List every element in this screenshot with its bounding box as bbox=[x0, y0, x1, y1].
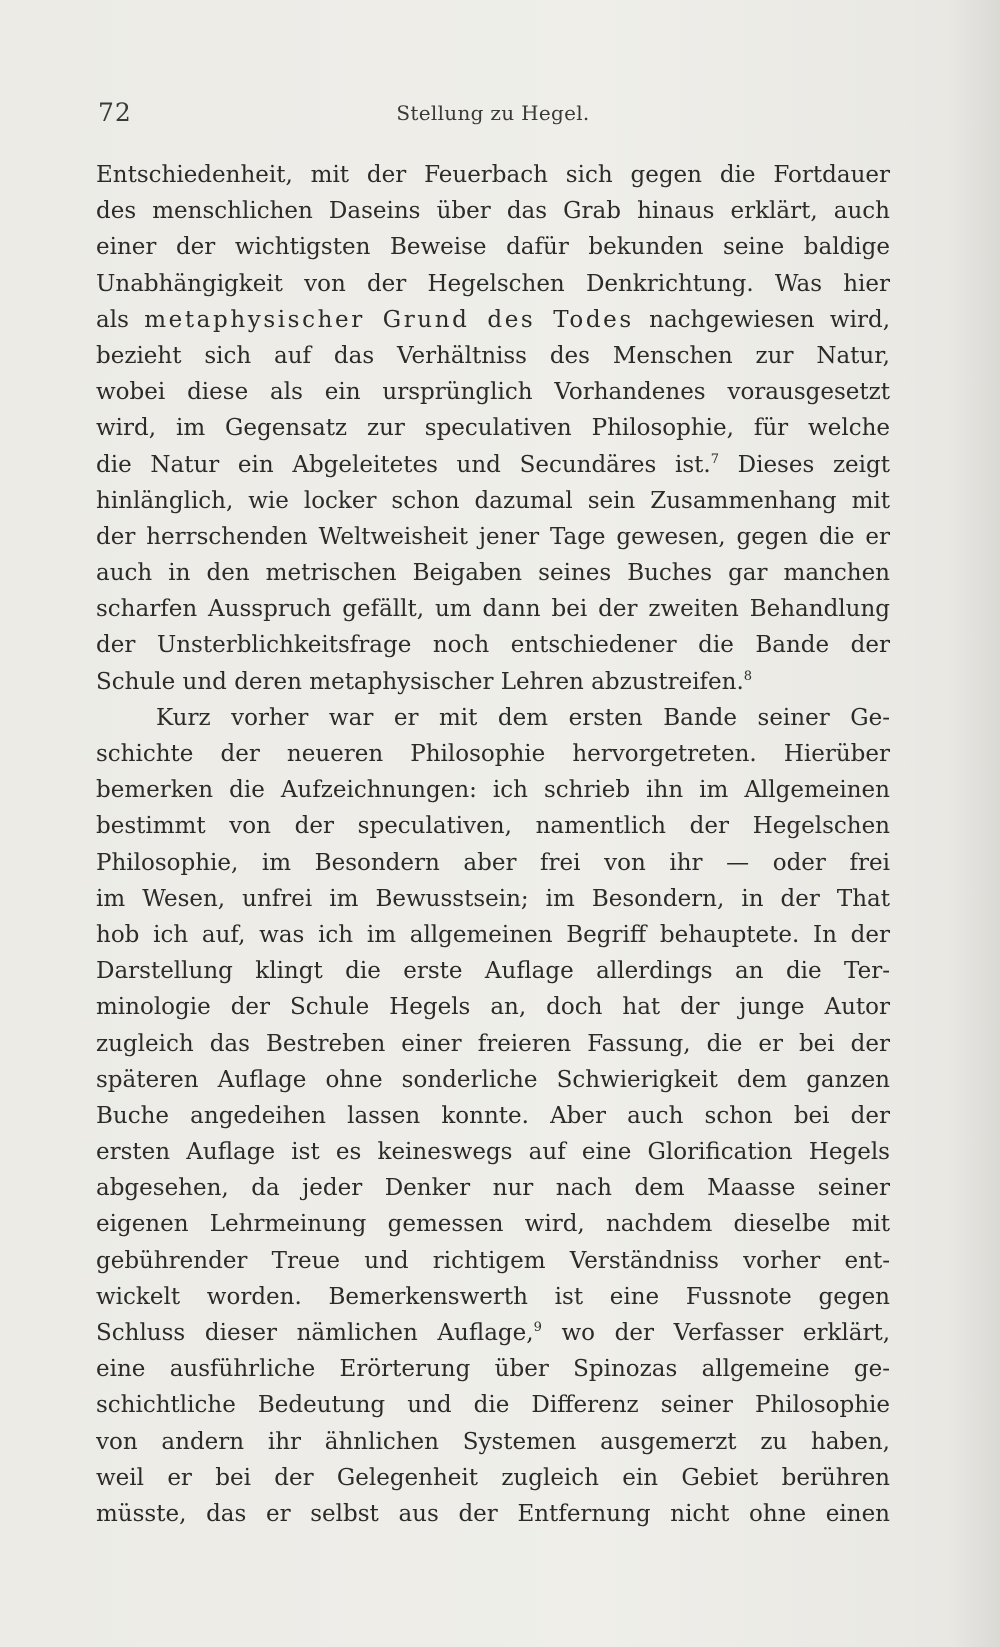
text-line: weil er bei der Gelegenheit zugleich ein Gebiet berühren bbox=[96, 1464, 890, 1491]
text-line: hob ich auf, was ich im allgemeinen Begriff behauptete. In der bbox=[96, 921, 890, 948]
text-line: ersten Auflage ist es keineswegs auf eine Glorification Hegels bbox=[96, 1139, 890, 1166]
running-head: Stellung zu Hegel. bbox=[396, 101, 590, 125]
text-line: wobei diese als ein ursprünglich Vorhandenes vorausgesetzt bbox=[96, 379, 890, 406]
page-header bbox=[98, 98, 888, 134]
text-line: der herrschenden Weltweisheit jener Tage gewesen, gegen die er bbox=[96, 523, 890, 550]
text-line: Philosophie, im Besondern aber frei von ihr — oder frei bbox=[96, 849, 890, 876]
text-line: Darstellung klingt die erste Auflage allerdings an die Ter- bbox=[96, 958, 890, 985]
body-text bbox=[96, 157, 890, 1532]
line-text: Schluss dieser nämlichen Auflage, bbox=[96, 1320, 534, 1346]
text-line bbox=[96, 447, 890, 483]
text-line: einer der wichtigsten Beweise dafür bekunden seine baldige bbox=[96, 234, 890, 261]
text-line bbox=[96, 302, 890, 338]
text-line: auch in den metrischen Beigaben seines Buches gar manchen bbox=[96, 560, 890, 587]
text-line: bemerken die Aufzeichnungen: ich schrieb ihn im Allgemeinen bbox=[96, 777, 890, 804]
text-line: wird, im Gegensatz zur speculativen Philosophie, für welche bbox=[96, 415, 890, 442]
emphasized-text: metaphysischer Grund des Todes bbox=[144, 306, 634, 333]
text-line bbox=[96, 1315, 890, 1351]
text-line: hinlänglich, wie locker schon dazumal sein Zusammenhang mit bbox=[96, 487, 890, 514]
line-text: wo der Verfasser erklärt, bbox=[541, 1320, 890, 1346]
text-line: abgesehen, da jeder Denker nur nach dem Maasse seiner bbox=[96, 1175, 890, 1202]
line-text: nachgewiesen wird, bbox=[633, 306, 890, 333]
line-text: Dieses zeigt bbox=[718, 451, 890, 478]
text-line: schichte der neueren Philosophie hervorgetreten. Hierüber bbox=[96, 741, 890, 767]
text-line: eine ausführliche Erörterung über Spinozas allgemeine ge- bbox=[96, 1356, 890, 1383]
text-line: minologie der Schule Hegels an, doch hat der junge Autor bbox=[96, 994, 890, 1021]
text-line: bestimmt von der speculativen, namentlich der Hegelschen bbox=[96, 813, 890, 840]
text-line: von andern ihr ähnlichen Systemen ausgemerzt zu haben, bbox=[96, 1428, 890, 1455]
text-line: Kurz vorher war er mit dem ersten Bande seiner Ge- bbox=[156, 704, 890, 731]
text-line: eigenen Lehrmeinung gemessen wird, nachdem dieselbe mit bbox=[96, 1211, 890, 1238]
text-line: der Unsterblichkeitsfrage noch entschiedener die Bande der bbox=[96, 632, 890, 659]
text-line: bezieht sich auf das Verhältniss des Menschen zur Natur, bbox=[96, 342, 890, 369]
footnote-marker: 7 bbox=[710, 451, 719, 467]
text-line: zugleich das Bestreben einer freieren Fassung, die er bei der bbox=[96, 1030, 890, 1057]
text-line: Unabhängigkeit von der Hegelschen Denkrichtung. Was hier bbox=[96, 270, 890, 297]
text-line: des menschlichen Daseins über das Grab hinaus erklärt, auch bbox=[96, 198, 890, 225]
text-line: späteren Auflage ohne sonderliche Schwierigkeit dem ganzen bbox=[96, 1066, 890, 1093]
text-line bbox=[96, 664, 890, 700]
text-line: Entschiedenheit, mit der Feuerbach sich gegen die Fortdauer bbox=[96, 162, 890, 188]
footnote-marker: 8 bbox=[743, 668, 753, 684]
text-line: wickelt worden. Bemerkenswerth ist eine Fussnote gegen bbox=[96, 1283, 890, 1310]
line-text: Schule und deren metaphysischer Lehren abzustreifen. bbox=[96, 668, 744, 695]
text-line: scharfen Ausspruch gefällt, um dann bei der zweiten Behandlung bbox=[96, 596, 890, 623]
line-text: als bbox=[96, 306, 145, 333]
text-line: Buche angedeihen lassen konnte. Aber auch schon bei der bbox=[96, 1102, 890, 1129]
text-line: gebührender Treue und richtigem Verständniss vorher ent- bbox=[96, 1247, 890, 1274]
page-number: 72 bbox=[98, 98, 132, 127]
footnote-marker: 9 bbox=[533, 1320, 542, 1335]
text-line: schichtliche Bedeutung und die Differenz seiner Philosophie bbox=[96, 1392, 890, 1419]
text-line: müsste, das er selbst aus der Entfernung nicht ohne einen bbox=[96, 1500, 890, 1527]
text-line: im Wesen, unfrei im Bewusstsein; im Besondern, in der That bbox=[96, 885, 890, 912]
line-text: die Natur ein Abgeleitetes und Secundäres ist. bbox=[96, 451, 711, 478]
